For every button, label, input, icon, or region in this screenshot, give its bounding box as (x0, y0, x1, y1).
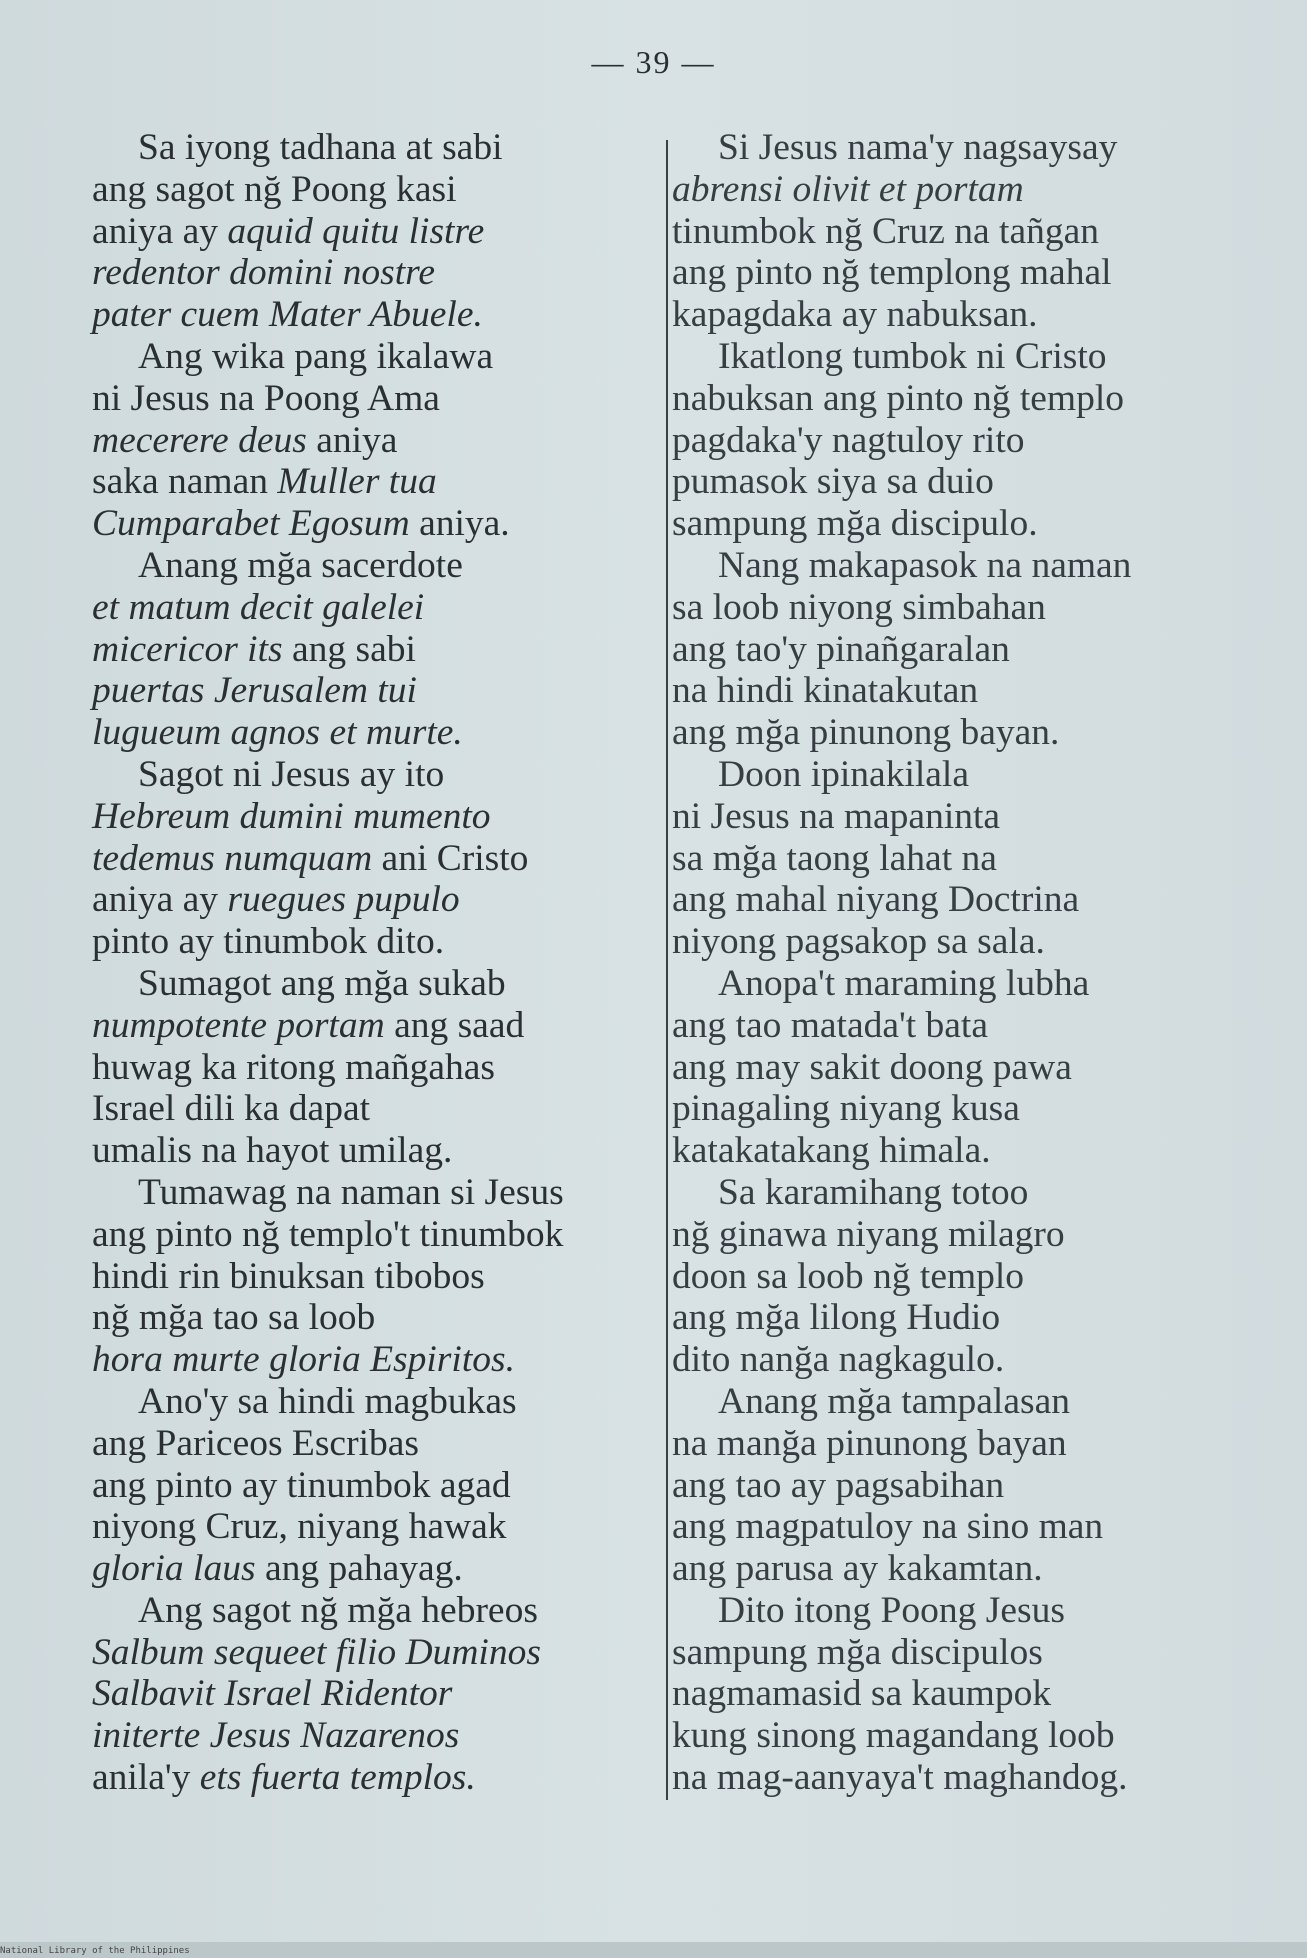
verse-line (672, 545, 1272, 587)
latin-text: lugueum agnos et murte. (92, 712, 463, 754)
verse-line (672, 1757, 1272, 1799)
verse-text: ang may sakit doong pawa (672, 1046, 1072, 1088)
verse-text: ang pinto nğ templong mahal (672, 252, 1112, 294)
verse-line (672, 670, 1272, 712)
verse-text: Ang wika pang ikalawa (138, 335, 494, 377)
verse-line (92, 1423, 652, 1465)
verse-line (92, 420, 652, 462)
verse-line (672, 503, 1272, 545)
verse-text: anila'y (92, 1757, 200, 1799)
verse-text: Anang mğa tampalasan (718, 1380, 1070, 1422)
verse-text: na mag-aanyaya't maghandog. (672, 1757, 1128, 1799)
verse-line (672, 587, 1272, 629)
verse-text: Ikatlong tumbok ni Cristo (718, 335, 1107, 377)
verse-line (672, 1465, 1272, 1507)
verse-text: saka naman (92, 461, 278, 503)
verse-text: ang mahal niyang Doctrina (672, 879, 1080, 921)
verse-text: hindi rin binuksan tibobos (92, 1255, 485, 1297)
verse-line (92, 1632, 652, 1674)
verse-line (672, 1214, 1272, 1256)
verse-text: ang saad (384, 1004, 525, 1046)
verse-text: Dito itong Poong Jesus (718, 1589, 1065, 1631)
verse-line (92, 838, 652, 880)
verse-line (672, 1632, 1272, 1674)
verse-line (92, 670, 652, 712)
verse-text: ang tao'y pinañgaralan (672, 628, 1010, 670)
verse-line (92, 879, 652, 921)
verse-text: pagdaka'y nagtuloy rito (672, 419, 1025, 461)
verse-text: tinumbok nğ Cruz na tañgan (672, 210, 1100, 252)
verse-text: aniya ay (92, 879, 228, 921)
verse-text: huwag ka ritong mañgahas (92, 1046, 496, 1088)
verse-text: nğ mğa tao sa loob (92, 1297, 376, 1339)
verse-line (92, 211, 652, 253)
verse-line (92, 963, 652, 1005)
verse-line (92, 1005, 652, 1047)
latin-text: aquid quitu listre (227, 210, 485, 252)
verse-line (92, 127, 652, 169)
verse-line (672, 1172, 1272, 1214)
verse-text: ang tao matada't bata (672, 1004, 988, 1046)
latin-text: puertas Jerusalem tui (92, 670, 417, 712)
verse-text: Ang sagot nğ mğa hebreos (138, 1589, 538, 1631)
verse-line (92, 921, 652, 963)
latin-text: initerte Jesus Nazarenos (92, 1715, 460, 1757)
verse-text: pumasok siya sa duio (672, 461, 994, 503)
latin-text: numpotente portam (92, 1004, 385, 1046)
latin-text: Hebreum dumini mumento (92, 795, 491, 837)
verse-text: Sa karamihang totoo (718, 1171, 1029, 1213)
left-column (92, 127, 652, 1799)
verse-line (672, 921, 1272, 963)
verse-line (672, 712, 1272, 754)
latin-text: et matum decit galelei (92, 586, 425, 628)
verse-line (92, 336, 652, 378)
verse-text: nğ ginawa niyang milagro (672, 1213, 1065, 1255)
verse-line (92, 1339, 652, 1381)
latin-text: Muller tua (277, 461, 437, 503)
verse-line (672, 963, 1272, 1005)
verse-line (672, 1297, 1272, 1339)
verse-line (672, 1339, 1272, 1381)
verse-text: Ano'y sa hindi magbukas (138, 1380, 517, 1422)
verse-text: ang mğa lilong Hudio (672, 1297, 1001, 1339)
verse-line (92, 1256, 652, 1298)
verse-text: ang pahayag. (255, 1548, 463, 1590)
latin-text: tedemus numquam (92, 837, 373, 879)
verse-text: Sagot ni Jesus ay ito (138, 753, 445, 795)
verse-line (672, 1673, 1272, 1715)
verse-text: sampung mğa discipulos (672, 1631, 1043, 1673)
latin-text: Cumparabet Egosum (92, 503, 410, 545)
verse-text: ang parusa ay kakamtan. (672, 1548, 1043, 1590)
verse-line (672, 336, 1272, 378)
verse-line (672, 879, 1272, 921)
verse-line (92, 1465, 652, 1507)
verse-line (672, 1715, 1272, 1757)
verse-line (92, 796, 652, 838)
verse-line (672, 796, 1272, 838)
verse-text: Anopa't maraming lubha (718, 962, 1090, 1004)
verse-line (92, 503, 652, 545)
verse-text: doon sa loob nğ templo (672, 1255, 1025, 1297)
verse-line (672, 211, 1272, 253)
verse-line (92, 587, 652, 629)
verse-line (672, 1130, 1272, 1172)
latin-text: abrensi olivit et portam (672, 168, 1024, 210)
verse-line (92, 712, 652, 754)
verse-text: ang pinto ay tinumbok agad (92, 1464, 511, 1506)
verse-text: ni Jesus na Poong Ama (92, 377, 440, 419)
verse-text: dito nanğa nagkagulo. (672, 1339, 1005, 1381)
verse-text: ang sagot nğ Poong kasi (92, 168, 457, 210)
verse-text: ang Pariceos Escribas (92, 1422, 419, 1464)
verse-line (672, 294, 1272, 336)
verse-line (92, 1214, 652, 1256)
verse-line (92, 1297, 652, 1339)
latin-text: redentor domini nostre (92, 252, 436, 294)
verse-text: sampung mğa discipulo. (672, 503, 1038, 545)
verse-line (92, 378, 652, 420)
verse-line (672, 1047, 1272, 1089)
verse-text: pinto ay tinumbok dito. (92, 921, 445, 963)
verse-line (672, 629, 1272, 671)
verse-text: kung sinong magandang loob (672, 1715, 1115, 1757)
verse-text: katakatakang himala. (672, 1130, 991, 1172)
verse-line (92, 1757, 652, 1799)
verse-line (92, 754, 652, 796)
latin-text: gloria laus (92, 1548, 256, 1590)
latin-text: hora murte gloria Espiritos. (92, 1339, 515, 1381)
verse-text: pinagaling niyang kusa (672, 1088, 1020, 1130)
verse-line (92, 252, 652, 294)
verse-text: Israel dili ka dapat (92, 1088, 371, 1130)
right-column (672, 127, 1272, 1799)
verse-line (92, 1047, 652, 1089)
verse-line (92, 629, 652, 671)
verse-text: ang mğa pinunong bayan. (672, 712, 1060, 754)
latin-text: Salbum sequeet filio Duminos (92, 1631, 541, 1673)
verse-line (92, 169, 652, 211)
verse-line (672, 1005, 1272, 1047)
verse-text: aniya ay (92, 210, 228, 252)
verse-line (92, 1506, 652, 1548)
verse-text: na hindi kinatakutan (672, 670, 979, 712)
verse-line (92, 545, 652, 587)
verse-line (672, 1423, 1272, 1465)
verse-line (92, 1715, 652, 1757)
verse-line (92, 1088, 652, 1130)
verse-text: Anang mğa sacerdote (138, 544, 463, 586)
verse-text: aniya. (409, 503, 510, 545)
verse-line (672, 1506, 1272, 1548)
verse-text: aniya (306, 419, 398, 461)
verse-text: Nang makapasok na naman (718, 544, 1132, 586)
verse-line (672, 127, 1272, 169)
verse-text: ani Cristo (372, 837, 529, 879)
latin-text: ets fuerta templos. (199, 1757, 476, 1799)
verse-line (92, 1130, 652, 1172)
verse-text: sa loob niyong simbahan (672, 586, 1046, 628)
verse-text: nagmamasid sa kaumpok (672, 1673, 1052, 1715)
verse-line (672, 420, 1272, 462)
verse-text: ang sabi (282, 628, 416, 670)
latin-text: Salbavit Israel Ridentor (92, 1673, 453, 1715)
verse-line (672, 252, 1272, 294)
page-number: — 39 — (591, 44, 716, 80)
verse-line (672, 1590, 1272, 1632)
verse-text: umalis na hayot umilag. (92, 1130, 453, 1172)
latin-text: micericor its (92, 628, 283, 670)
verse-line (92, 1548, 652, 1590)
verse-line (92, 1673, 652, 1715)
verse-text: ang magpatuloy na sino man (672, 1506, 1104, 1548)
verse-text: ni Jesus na mapaninta (672, 795, 1001, 837)
verse-line (92, 1590, 652, 1632)
verse-text: ang tao ay pagsabihan (672, 1464, 1005, 1506)
verse-text: niyong pagsakop sa sala. (672, 921, 1045, 963)
verse-text: kapagdaka ay nabuksan. (672, 294, 1038, 336)
verse-text: na manğa pinunong bayan (672, 1422, 1067, 1464)
bottom-band (0, 1942, 1307, 1958)
verse-text: Sumagot ang mğa sukab (138, 962, 506, 1004)
column-divider (666, 140, 668, 1800)
verse-text: Sa iyong tadhana at sabi (138, 127, 503, 168)
verse-line (672, 378, 1272, 420)
footer-credit: National Library of the Philippines (0, 1946, 190, 1956)
latin-text: pater cuem Mater Abuele. (92, 294, 483, 336)
verse-line (672, 1088, 1272, 1130)
verse-text: Tumawag na naman si Jesus (138, 1171, 564, 1213)
verse-line (672, 1548, 1272, 1590)
verse-text: ang pinto nğ templo't tinumbok (92, 1213, 564, 1255)
verse-line (672, 754, 1272, 796)
verse-line (672, 461, 1272, 503)
verse-text: sa mğa taong lahat na (672, 837, 997, 879)
verse-line (672, 1256, 1272, 1298)
verse-line (672, 838, 1272, 880)
verse-line (92, 294, 652, 336)
verse-text: Doon ipinakilala (718, 753, 969, 795)
verse-line (92, 461, 652, 503)
latin-text: ruegues pupulo (227, 879, 460, 921)
verse-line (92, 1381, 652, 1423)
verse-line (92, 1172, 652, 1214)
verse-line (672, 169, 1272, 211)
latin-text: mecerere deus (92, 419, 307, 461)
verse-text: Si Jesus nama'y nagsaysay (718, 127, 1118, 168)
verse-line (672, 1381, 1272, 1423)
verse-text: niyong Cruz, niyang hawak (92, 1506, 507, 1548)
verse-text: nabuksan ang pinto nğ templo (672, 377, 1125, 419)
